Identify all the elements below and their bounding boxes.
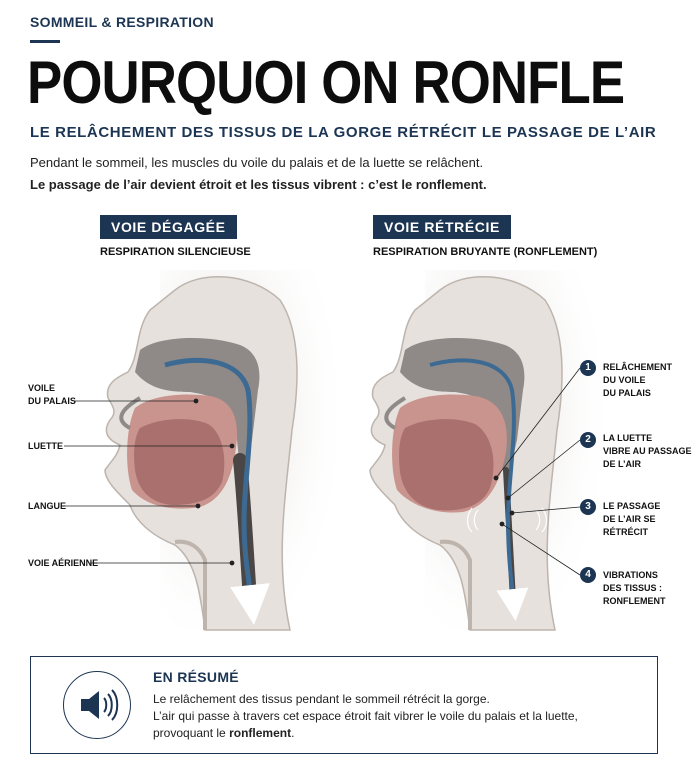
callout-2-line-2: VIBRE AU PASSAGE — [603, 446, 692, 456]
right-panel-badge: VOIE RÉTRÉCIE — [373, 215, 511, 239]
summary-line-3-suffix: . — [291, 726, 295, 740]
leader-callout-2-dot — [506, 496, 510, 500]
callout-1-text — [603, 361, 672, 400]
leader-callout-4-dot — [500, 522, 504, 526]
summary-line-3-prefix: provoquant le — [153, 726, 230, 740]
callout-4-line-2: DES TISSUS : — [603, 583, 663, 593]
right-tongue — [399, 419, 493, 510]
intro-line-2-emphasis: ronflement — [415, 177, 483, 192]
label-palate — [28, 382, 76, 408]
left-panel-subtitle: RESPIRATION SILENCIEUSE — [100, 246, 251, 258]
label-tongue: LANGUE — [28, 501, 66, 511]
callout-2-line-3: DE L’AIR — [603, 459, 642, 469]
intro-line-2-prefix: Le passage de l’air devient étroit et les tissus vibrent : c’est le — [30, 177, 416, 192]
left-head-cross-section — [105, 270, 340, 630]
callout-number-2: 2 — [580, 432, 596, 448]
summary-line-1: Le relâchement des tissus pendant le sommeil rétrécit la gorge. — [153, 692, 490, 706]
leader-palate-dot — [194, 399, 198, 403]
intro-line-2-suffix: . — [482, 177, 487, 192]
callout-1-line-2: DU VOILE — [603, 375, 646, 385]
intro-line-1: Pendant le sommeil, les muscles du voile du palais et de la luette se relâchent. — [30, 155, 484, 170]
summary-text — [153, 691, 653, 742]
callout-4-line-1: VIBRATIONS — [603, 570, 658, 580]
callout-3-text — [603, 500, 660, 539]
section-kicker: SOMMEIL & RESPIRATION — [30, 14, 214, 30]
label-airway: VOIE AÉRIENNE — [28, 558, 99, 568]
callout-4-line-3: RONFLEMENT — [603, 596, 666, 606]
callout-3-line-1: LE PASSAGE — [603, 501, 661, 511]
page-title: POURQUOI ON RONFLE — [27, 49, 625, 116]
summary-line-3-emphasis: ronflement — [229, 726, 292, 740]
callout-3-line-2: DE L’AIR SE — [603, 514, 656, 524]
label-uvula: LUETTE — [28, 441, 63, 451]
leader-uvula-dot — [230, 444, 234, 448]
leader-airway-dot — [230, 561, 234, 565]
summary-line-2: L’air qui passe à travers cet espace étroit fait vibrer le voile du palais et la luette, — [153, 709, 578, 723]
callout-number-1: 1 — [580, 360, 596, 376]
kicker-rule — [30, 40, 60, 43]
left-tongue — [134, 419, 224, 505]
summary-title: EN RÉSUMÉ — [153, 669, 239, 685]
callout-1-line-3: DU PALAIS — [603, 388, 651, 398]
summary-box — [30, 656, 658, 754]
callout-3-line-3: RÉTRÉCIT — [603, 527, 648, 537]
callout-4-text — [603, 569, 666, 608]
right-panel-subtitle: RESPIRATION BRUYANTE (RONFLEMENT) — [373, 246, 598, 258]
page-subtitle: LE RELÂCHEMENT DES TISSUS DE LA GORGE RÉTRÉCIT LE PASSAGE DE L’AIR — [30, 124, 657, 141]
label-palate-line-2: DU PALAIS — [28, 396, 76, 406]
callout-number-4: 4 — [580, 567, 596, 583]
callout-2-line-1: LA LUETTE — [603, 433, 653, 443]
leader-tongue-dot — [196, 504, 200, 508]
callout-2-text — [603, 432, 692, 471]
anatomy-illustration — [0, 270, 700, 640]
callout-1-line-1: RELÂCHEMENT — [603, 362, 672, 372]
speaker-sound-icon — [63, 671, 131, 739]
label-palate-line-1: VOILE — [28, 383, 56, 393]
leader-callout-3-dot — [510, 511, 514, 515]
intro-line-2 — [30, 177, 487, 192]
left-panel-badge: VOIE DÉGAGÉE — [100, 215, 237, 239]
callout-number-3: 3 — [580, 499, 596, 515]
right-head-cross-section — [370, 270, 605, 630]
summary-line-3 — [153, 725, 653, 742]
leader-callout-1-dot — [494, 476, 498, 480]
